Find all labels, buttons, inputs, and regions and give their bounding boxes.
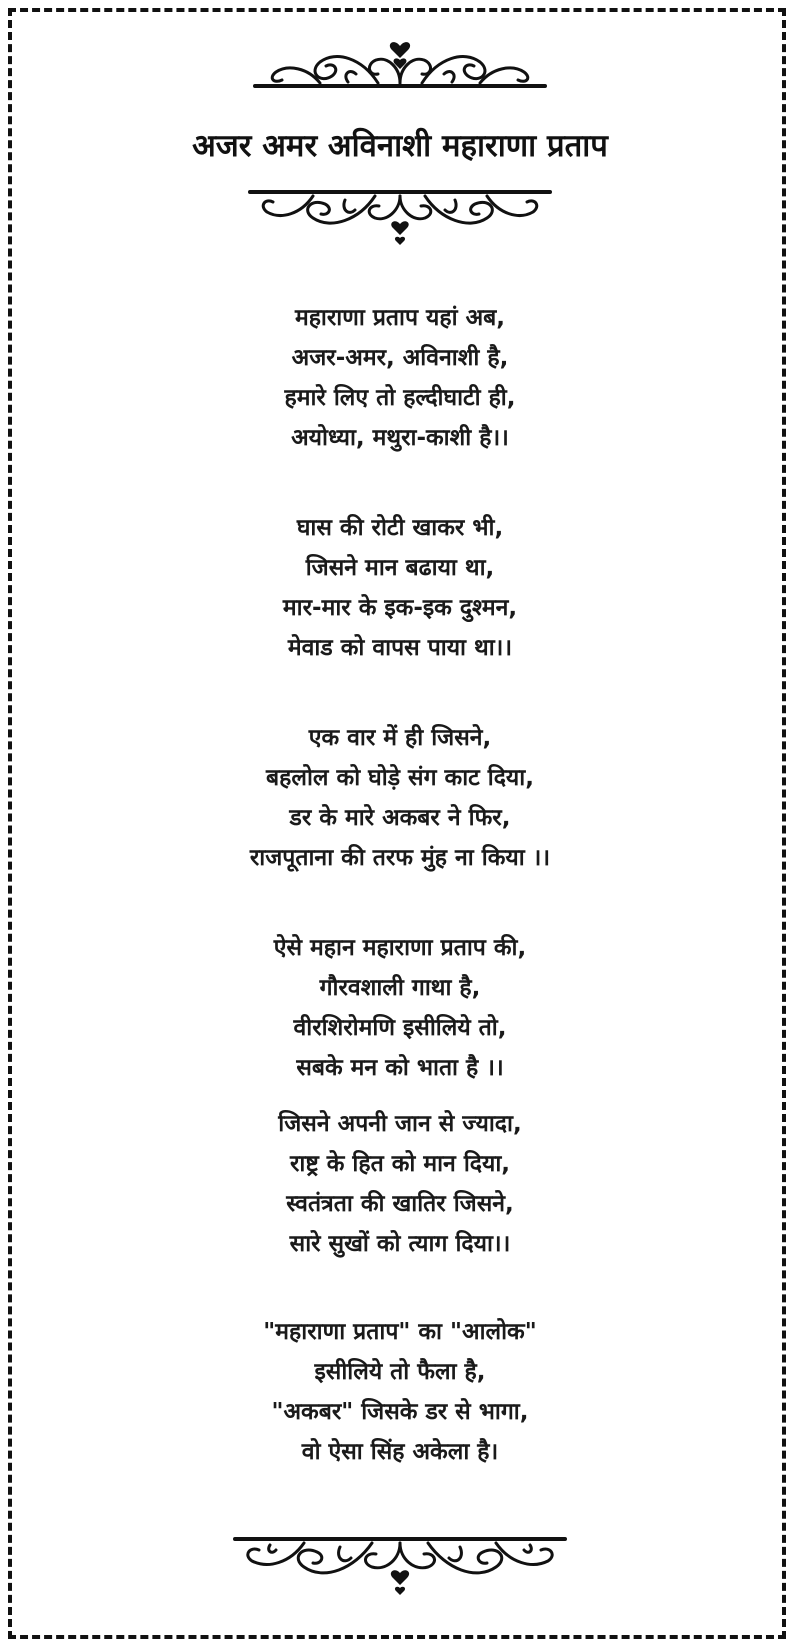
- poem-line: अजर-अमर, अविनाशी है,: [291, 345, 509, 371]
- stanza-6: [0, 1312, 800, 1472]
- poem-line: घास की रोटी खाकर भी,: [296, 515, 504, 541]
- poem-line: जिसने अपनी जान से ज्यादा,: [278, 1111, 522, 1137]
- stanza-4: [0, 928, 800, 1088]
- poem-line: राजपूताना की तरफ मुंह ना किया ।।: [249, 845, 551, 871]
- poem-line: वीरशिरोमणि इसीलिये तो,: [293, 1015, 507, 1041]
- poem-line: मार-मार के इक-इक दुश्मन,: [282, 595, 518, 621]
- top-scroll-ornament-icon: [250, 38, 550, 96]
- poem-title: अजर अमर अविनाशी महाराणा प्रताप: [192, 128, 608, 164]
- poem-line: हमारे लिए तो हल्दीघाटी ही,: [284, 385, 516, 411]
- poem-line: सारे सुखों को त्याग दिया।।: [289, 1231, 511, 1257]
- poem-line: "अकबर" जिसके डर से भागा,: [271, 1399, 529, 1425]
- poem-line: गौरवशाली गाथा है,: [319, 975, 481, 1001]
- poem-line: एक वार में ही जिसने,: [308, 725, 492, 751]
- poem-line: ऐसे महान महाराणा प्रताप की,: [273, 935, 527, 961]
- bottom-scroll-ornament-icon: [230, 1535, 570, 1597]
- poem-line: "महाराणा प्रताप" का "आलोक": [263, 1319, 537, 1345]
- poem-line: स्वतंत्रता की खातिर जिसने,: [286, 1191, 514, 1217]
- poem-line: मेवाड को वापस पाया था।।: [287, 635, 513, 661]
- stanza-5: [0, 1104, 800, 1264]
- poem-line: बहलोल को घोड़े संग काट दिया,: [266, 765, 534, 791]
- poem-line: जिसने मान बढाया था,: [305, 555, 495, 581]
- middle-scroll-ornament-icon: [245, 188, 555, 246]
- stanza-3: [0, 718, 800, 878]
- poem-line: अयोध्या, मथुरा-काशी है।।: [291, 425, 509, 451]
- poem-line: इसीलिये तो फैला है,: [314, 1359, 486, 1385]
- stanza-1: [0, 298, 800, 458]
- poem-line: वो ऐसा सिंह अकेला है।: [301, 1439, 499, 1465]
- poem-line: महाराणा प्रताप यहां अब,: [294, 305, 506, 331]
- stanza-2: [0, 508, 800, 668]
- poem-line: राष्ट्र के हित को मान दिया,: [289, 1151, 511, 1177]
- poem-line: सबके मन को भाता है ।।: [296, 1055, 504, 1081]
- poem-line: डर के मारे अकबर ने फिर,: [289, 805, 511, 831]
